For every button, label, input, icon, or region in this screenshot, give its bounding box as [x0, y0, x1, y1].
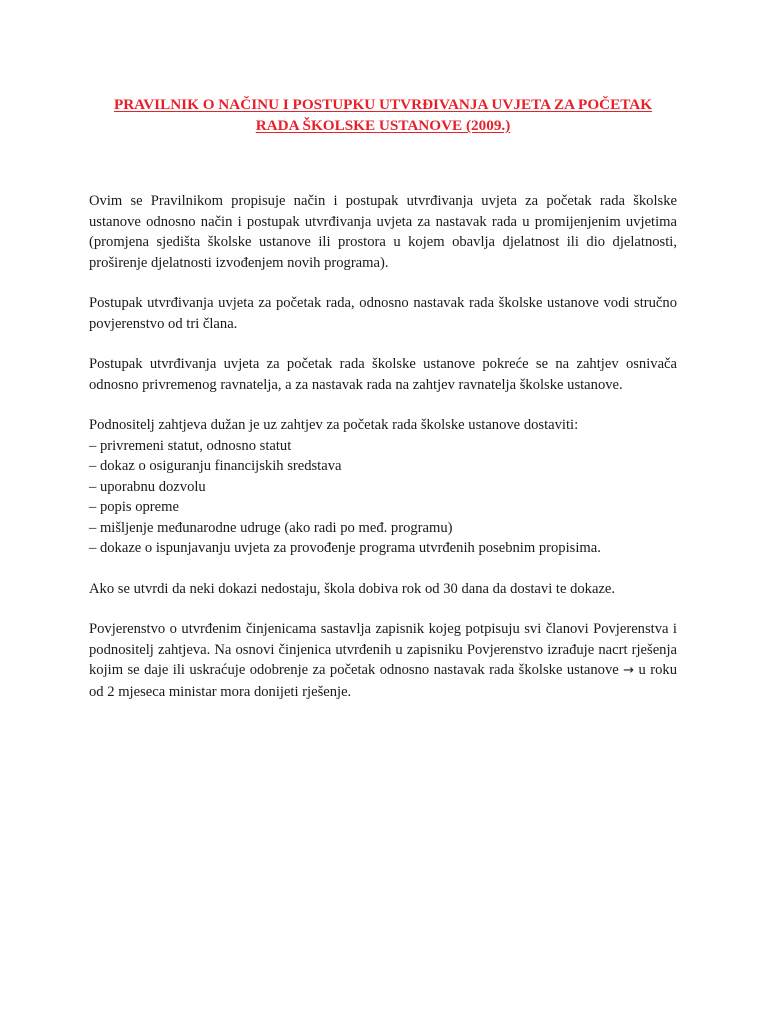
required-documents-list [89, 436, 677, 559]
paragraph-scope: Ovim se Pravilnikom propisuje način i postupak utvrđivanja uvjeta za početak rada školske ustanove odnosno način i postupak utvrđivanja uvjeta za nastavak rada u promijenjenim uvjetima (promjena sjedišta školske ustanove ili prostora u kojem obavlja djelatnost ili dio djelatnosti, proširenje djelatnosti izvođenjem novih programa). [89, 193, 677, 271]
list-item: – privremeni statut, odnosno statut [89, 437, 292, 454]
list-item: – dokaze o ispunjavanju uvjeta za provođenje programa utvrđenih posebnim propisima. [89, 540, 601, 556]
title-line-2: RADA ŠKOLSKE USTANOVE (2009.) [255, 117, 511, 134]
list-intro: Podnositelj zahtjeva dužan je uz zahtjev za početak rada školske ustanove dostaviti: [89, 417, 579, 433]
list-item: – mišljenje međunarodne udruge (ako radi po međ. programu) [89, 519, 453, 536]
paragraph-initiation: Postupak utvrđivanja uvjeta za početak rada školske ustanove pokreće se na zahtjev osnivača odnosno privremenog ravnatelja, a za nastavak rada na zahtjev ravnatelja školske ustanove. [89, 356, 677, 393]
document-title [89, 94, 677, 136]
list-item: – dokaz o osiguranju financijskih sredstava [89, 458, 342, 474]
paragraph-final [89, 619, 677, 702]
paragraph-final-start: Povjerenstvo o utvrđenim činjenicama sastavlja zapisnik kojeg potpisuju svi članovi Povjerenstva i podnositelj zahtjeva. Na osnovi činjenica utvrđenih u zapisniku Povjerenstvo izrađuje nacrt rješenja kojim se daje ili uskraćuje odobrenje za početak odnosno nastavak rada školske ustanove [89, 621, 677, 678]
arrow-right-icon: → [623, 663, 635, 678]
document-page [89, 94, 677, 722]
list-item: – popis opreme [89, 499, 179, 515]
list-item: – uporabnu dozvolu [89, 478, 206, 495]
paragraph-final-end: u roku od 2 mjeseca ministar mora donijeti rješenje. [89, 662, 677, 700]
paragraph-deadline: Ako se utvrdi da neki dokazi nedostaju, škola dobiva rok od 30 dana da dostavi te dokaze. [89, 580, 616, 597]
paragraph-commission: Postupak utvrđivanja uvjeta za početak rada, odnosno nastavak rada školske ustanove vodi stručno povjerenstvo od tri člana. [89, 295, 677, 332]
title-line-1: PRAVILNIK O NAČINU I POSTUPKU UTVRĐIVANJA UVJETA ZA POČETAK [113, 96, 653, 113]
document-body [89, 191, 677, 702]
